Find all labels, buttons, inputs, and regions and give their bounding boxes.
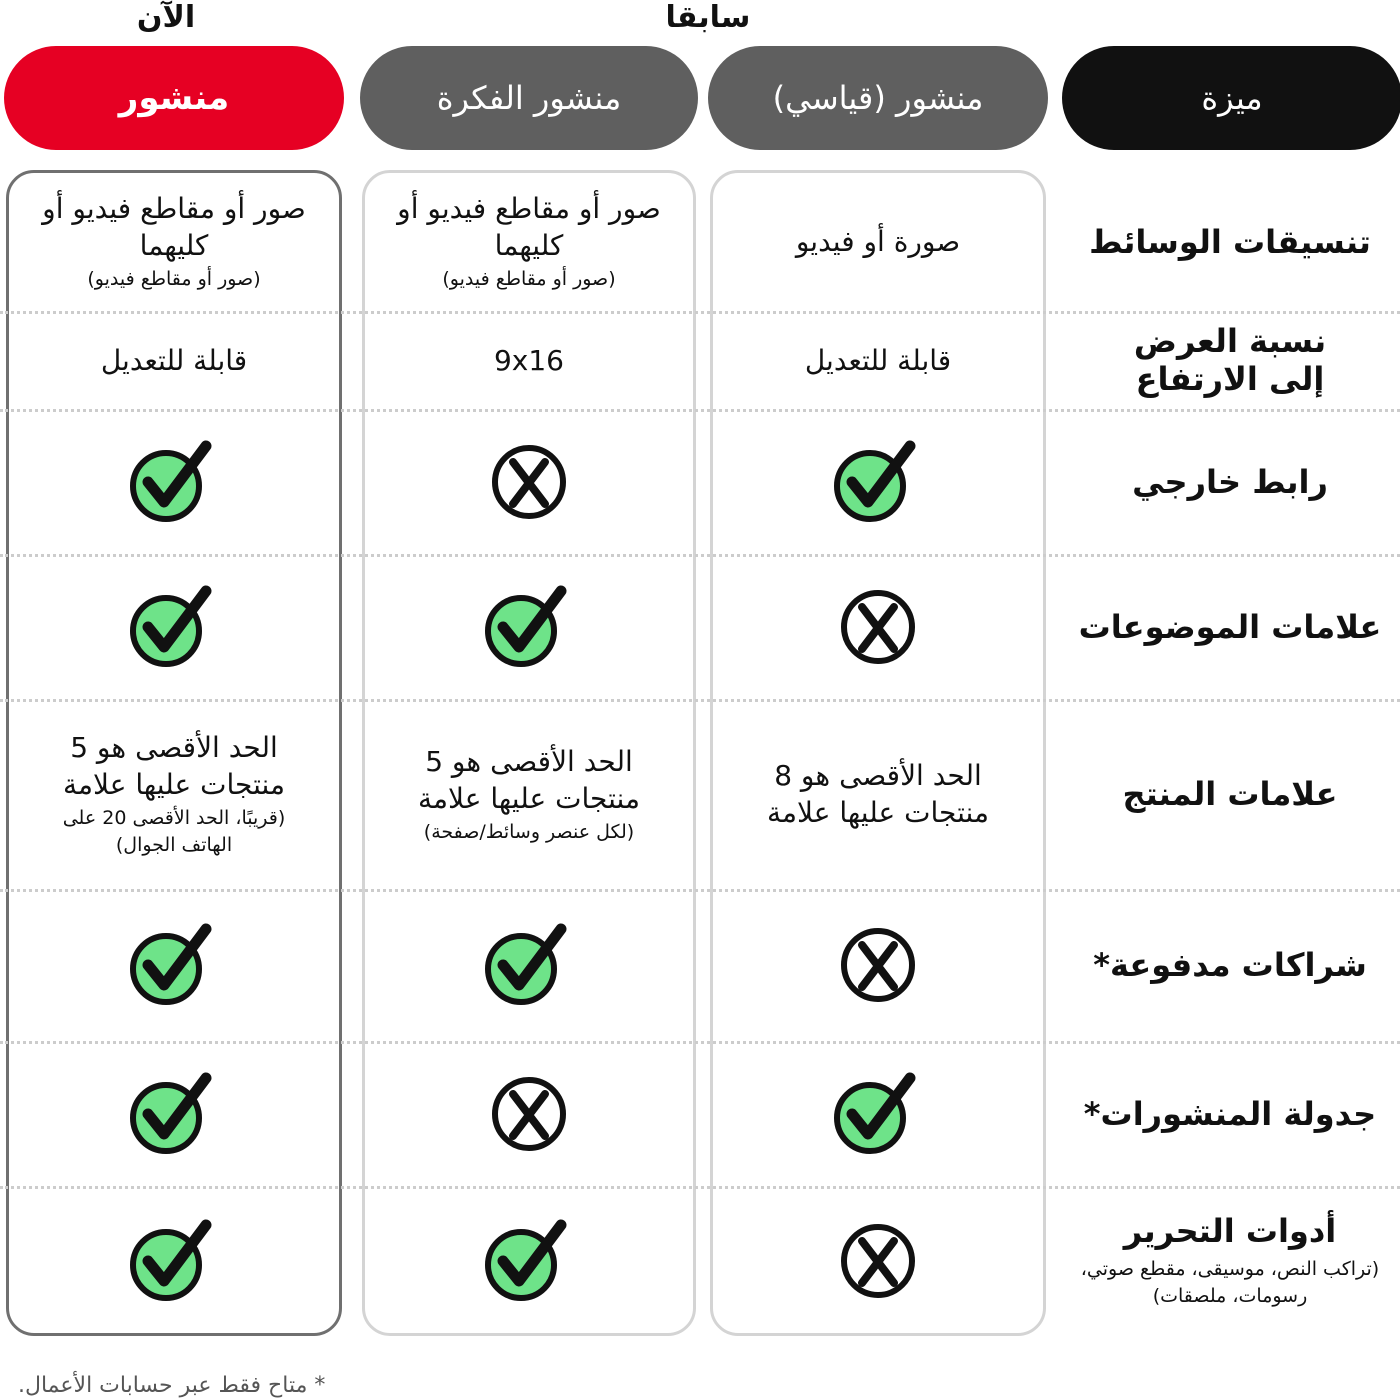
cell-text: قابلة للتعديل	[100, 343, 248, 377]
cell-note: (قريبًا، الحد الأقصى 20 على الهاتف الجوال)	[62, 807, 286, 856]
cell-media-formats-idea	[362, 172, 696, 311]
cell-scheduling-standard	[710, 1041, 1046, 1186]
cell-text: قابلة للتعديل	[804, 343, 952, 377]
footnote: * متاح فقط عبر حسابات الأعمال.	[18, 1373, 326, 1398]
cell-aspect-ratio-new	[6, 311, 342, 409]
cell-external-link-new	[6, 409, 342, 554]
check-circle-icon	[832, 1068, 924, 1160]
cell-aspect-ratio-standard	[710, 311, 1046, 409]
check-circle-icon	[483, 581, 575, 673]
cell-paid-partnerships-standard	[710, 889, 1046, 1041]
check-circle-icon	[128, 919, 220, 1011]
cell-text: الحد الأقصى هو 5 منتجات عليها علامة	[63, 731, 285, 801]
row-label-external-link-text: رابط خارجي	[1132, 462, 1328, 501]
cell-text: الحد الأقصى هو 8 منتجات عليها علامة	[767, 759, 989, 829]
check-circle-icon	[483, 919, 575, 1011]
check-circle-icon	[832, 436, 924, 528]
cell-editing-tools-idea	[362, 1186, 696, 1336]
row-label-product-tags-text: علامات المنتج	[1122, 775, 1338, 813]
cell-editing-tools-standard	[710, 1186, 1046, 1336]
row-label-paid-partnerships	[1060, 889, 1400, 1041]
check-circle-icon	[128, 1215, 220, 1307]
check-circle-icon	[128, 1068, 220, 1160]
cell-topic-tags-standard	[710, 554, 1046, 699]
cell-text: الحد الأقصى هو 5 منتجات عليها علامة	[418, 744, 640, 815]
column-header-feature-label: ميزة	[1201, 79, 1263, 117]
x-circle-icon	[483, 436, 575, 528]
cell-topic-tags-idea	[362, 554, 696, 699]
row-label-scheduling-text: جدولة المنشورات*	[1083, 1094, 1377, 1133]
x-circle-icon	[832, 919, 924, 1011]
cell-product-tags-standard	[710, 699, 1046, 889]
row-label-media-formats	[1060, 172, 1400, 311]
now-label: الآن	[136, 0, 196, 35]
row-label-editing-tools	[1060, 1186, 1400, 1336]
cell-paid-partnerships-new	[6, 889, 342, 1041]
cell-text: صور أو مقاطع فيديو أو كليهما	[42, 192, 306, 262]
cell-text: 9x16	[493, 343, 564, 377]
cell-product-tags-idea	[362, 699, 696, 889]
cell-text: صور أو مقاطع فيديو أو كليهما	[397, 192, 661, 262]
cell-paid-partnerships-idea	[362, 889, 696, 1041]
cell-topic-tags-new	[6, 554, 342, 699]
column-header-idea-pin	[360, 46, 698, 150]
cell-external-link-standard	[710, 409, 1046, 554]
check-circle-icon	[483, 1215, 575, 1307]
column-header-standard-pin	[708, 46, 1048, 150]
x-circle-icon	[832, 1215, 924, 1307]
cell-note: (صور أو مقاطع فيديو)	[87, 268, 261, 290]
row-label-aspect-ratio	[1060, 311, 1400, 409]
row-label-editing-tools-text: أدوات التحرير	[1123, 1212, 1337, 1250]
column-header-standard-pin-label: منشور (قياسي)	[772, 79, 984, 117]
column-header-new-pin	[4, 46, 344, 150]
check-circle-icon	[128, 581, 220, 673]
x-circle-icon	[483, 1068, 575, 1160]
column-header-feature	[1062, 46, 1400, 150]
cell-text: صورة أو فيديو	[795, 225, 961, 258]
x-circle-icon	[832, 581, 924, 673]
row-label-topic-tags	[1060, 554, 1400, 699]
column-header-new-pin-label: منشور	[118, 78, 230, 118]
cell-scheduling-idea	[362, 1041, 696, 1186]
cell-scheduling-new	[6, 1041, 342, 1186]
column-header-idea-pin-label: منشور الفكرة	[436, 79, 622, 117]
row-label-paid-partnerships-text: شراكات مدفوعة*	[1093, 946, 1367, 984]
row-label-product-tags	[1060, 699, 1400, 889]
cell-editing-tools-new	[6, 1186, 342, 1336]
cell-media-formats-standard	[710, 172, 1046, 311]
cell-media-formats-new	[6, 172, 342, 311]
cell-note: (صور أو مقاطع فيديو)	[442, 268, 616, 290]
cell-product-tags-new	[6, 699, 342, 889]
previous-label: سابقا	[665, 0, 751, 35]
cell-note: (لكل عنصر وسائط/صفحة)	[423, 820, 635, 843]
cell-external-link-idea	[362, 409, 696, 554]
row-label-editing-tools-note: (تراكب النص، موسيقى، مقطع صوتي، رسومات، ملصقات)	[1080, 1258, 1380, 1307]
row-label-external-link	[1060, 409, 1400, 554]
row-label-scheduling	[1060, 1041, 1400, 1186]
row-label-aspect-ratio-text: نسبة العرض إلى الارتفاع	[1133, 322, 1327, 398]
row-label-topic-tags-text: علامات الموضوعات	[1078, 607, 1382, 646]
row-label-media-formats-text: تنسيقات الوسائط	[1089, 222, 1371, 261]
cell-aspect-ratio-idea	[362, 311, 696, 409]
check-circle-icon	[128, 436, 220, 528]
